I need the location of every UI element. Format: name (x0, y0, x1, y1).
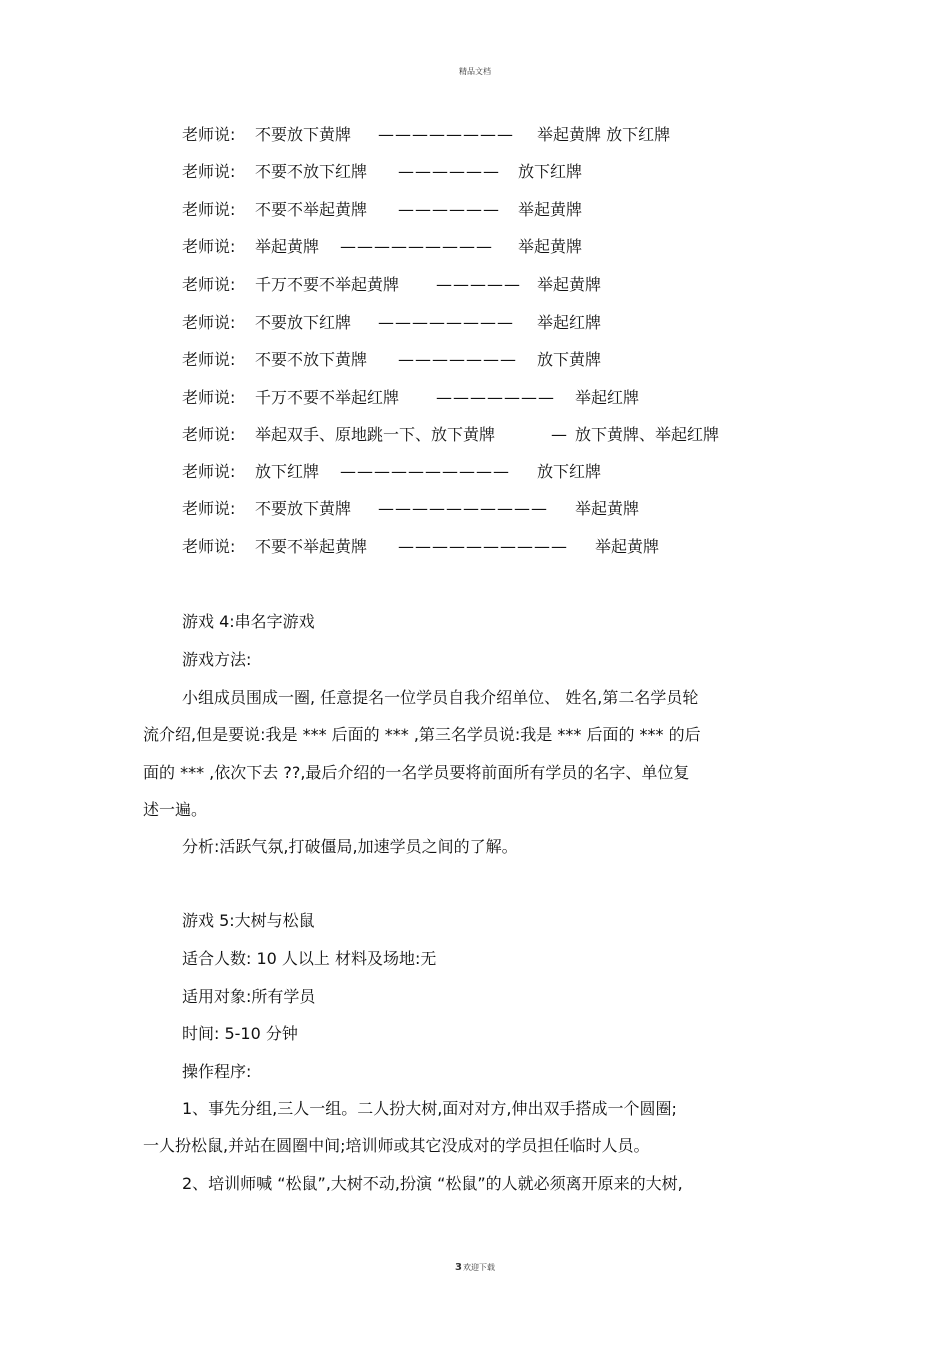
teacher-line-command: 不要不举起黄牌 (255, 537, 368, 556)
teacher-line-command: 举起双手、原地跳一下、放下黄牌 (255, 425, 496, 444)
teacher-line-command: 不要放下黄牌 (255, 125, 352, 144)
teacher-line-label: 老师说: (182, 350, 236, 369)
teacher-line-answer: 举起红牌 (575, 388, 640, 407)
footer-text: 欢迎下载 (462, 1263, 495, 1272)
teacher-line-dash: ———————— (378, 125, 514, 144)
teacher-line-dash: —————— (398, 200, 500, 219)
teacher-line-answer: 举起黄牌 (537, 275, 602, 294)
teacher-line (182, 200, 882, 220)
teacher-line-dash: —————————— (340, 462, 510, 481)
teacher-line-answer: 放下红牌 (537, 462, 602, 481)
game5-target: 适用对象:所有学员 (182, 987, 316, 1006)
teacher-line-answer: 举起红牌 (537, 313, 602, 332)
game5-step1-line-1: 1、事先分组,三人一组。二人扮大树,面对对方,伸出双手搭成一个圆圈; (182, 1099, 677, 1118)
teacher-line-command: 不要不放下红牌 (255, 162, 368, 181)
teacher-line (182, 537, 882, 557)
teacher-line-answer: 放下红牌 (518, 162, 583, 181)
teacher-line-answer: 举起黄牌 (518, 200, 583, 219)
teacher-line-answer: 举起黄牌 (575, 499, 640, 518)
teacher-line-dash: —————————— (378, 499, 548, 518)
teacher-line (182, 237, 882, 257)
teacher-line-answer: 举起黄牌 (518, 237, 583, 256)
teacher-line-label: 老师说: (182, 162, 236, 181)
teacher-line (182, 462, 882, 482)
teacher-line-label: 老师说: (182, 425, 236, 444)
teacher-line-dash: ——————— (436, 388, 555, 407)
teacher-line (182, 125, 882, 145)
teacher-line (182, 275, 882, 295)
game5-step2-line-1: 2、培训师喊 “松鼠”,大树不动,扮演 “松鼠”的人就必须离开原来的大树, (182, 1174, 683, 1193)
game5-step1-line-2: 一人扮松鼠,并站在圆圈中间;培训师或其它没成对的学员担任临时人员。 (143, 1136, 650, 1155)
teacher-line (182, 162, 882, 182)
teacher-line (182, 425, 882, 445)
game4-method-label: 游戏方法: (182, 650, 252, 669)
teacher-line-label: 老师说: (182, 237, 236, 256)
game4-body-line-3: 面的 *** ,依次下去 ??,最后介绍的一名学员要将前面所有学员的名字、单位复 (143, 763, 690, 782)
page-header: 精品文档 (459, 67, 491, 76)
game4-analysis: 分析:活跃气氛,打破僵局,加速学员之间的了解。 (182, 837, 518, 856)
teacher-line-label: 老师说: (182, 200, 236, 219)
teacher-line-command: 不要放下黄牌 (255, 499, 352, 518)
page-number: 3 (455, 1262, 462, 1273)
teacher-line-label: 老师说: (182, 499, 236, 518)
teacher-line-answer: 举起黄牌 (595, 537, 660, 556)
teacher-line-dash: ————————— (340, 237, 493, 256)
teacher-line (182, 350, 882, 370)
teacher-line-command: 千万不要不举起红牌 (255, 388, 400, 407)
teacher-line-command: 千万不要不举起黄牌 (255, 275, 400, 294)
teacher-line (182, 499, 882, 519)
page-footer (0, 1262, 950, 1273)
game5-people: 适合人数: 10 人以上 材料及场地:无 (182, 949, 437, 968)
teacher-line-command: 不要放下红牌 (255, 313, 352, 332)
game5-procedure-label: 操作程序: (182, 1062, 252, 1081)
teacher-line-label: 老师说: (182, 275, 236, 294)
teacher-line-label: 老师说: (182, 313, 236, 332)
teacher-line-dash: ———————— (378, 313, 514, 332)
game4-title: 游戏 4:串名字游戏 (182, 612, 315, 631)
teacher-line-command: 不要不举起黄牌 (255, 200, 368, 219)
teacher-line-command: 不要不放下黄牌 (255, 350, 368, 369)
game4-body-line-1: 小组成员围成一圈, 任意提名一位学员自我介绍单位、 姓名,第二名学员轮 (182, 688, 699, 707)
teacher-line-label: 老师说: (182, 537, 236, 556)
game5-time: 时间: 5-10 分钟 (182, 1024, 298, 1043)
teacher-line-dash: —————————— (398, 537, 568, 556)
game4-body-line-4: 述一遍。 (143, 800, 208, 819)
teacher-line-dash: ————— (436, 275, 521, 294)
game4-body-line-2: 流介绍,但是要说:我是 *** 后面的 *** ,第三名学员说:我是 *** 后面的 *** 的后 (143, 725, 701, 744)
teacher-line-answer: 放下黄牌、举起红牌 (575, 425, 720, 444)
teacher-line-answer: 举起黄牌 放下红牌 (537, 125, 671, 144)
teacher-line (182, 313, 882, 333)
teacher-line-command: 举起黄牌 (255, 237, 320, 256)
teacher-line (182, 388, 882, 408)
teacher-line-command: 放下红牌 (255, 462, 320, 481)
teacher-line-label: 老师说: (182, 462, 236, 481)
game5-title: 游戏 5:大树与松鼠 (182, 911, 315, 930)
teacher-line-label: 老师说: (182, 388, 236, 407)
teacher-line-dash: ——————— (398, 350, 517, 369)
teacher-line-dash: — (551, 425, 568, 444)
teacher-line-answer: 放下黄牌 (537, 350, 602, 369)
teacher-line-dash: —————— (398, 162, 500, 181)
teacher-line-label: 老师说: (182, 125, 236, 144)
